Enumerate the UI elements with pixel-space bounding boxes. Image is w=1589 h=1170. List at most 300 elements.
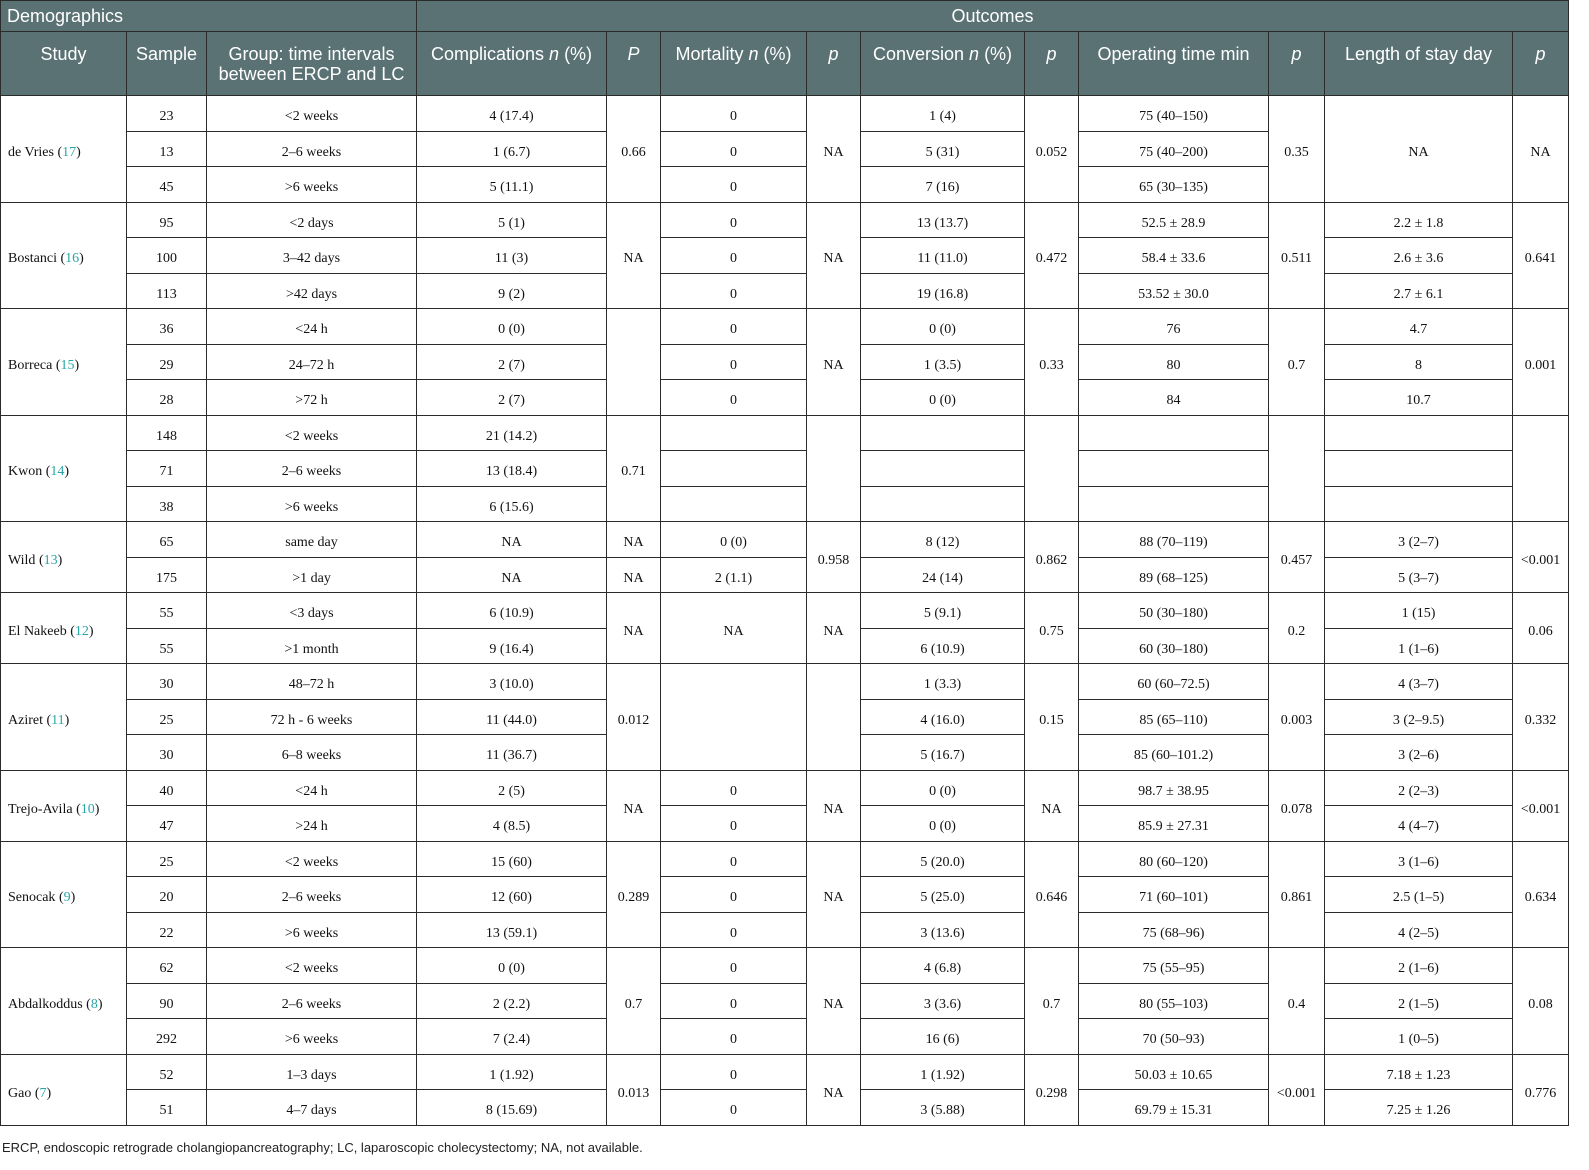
p-length-of-stay-cell: NA [1513, 96, 1569, 203]
table-row [1, 238, 1569, 274]
complications-cell: 15 (60) [417, 841, 607, 877]
sample-cell: 30 [127, 735, 207, 771]
length-of-stay-cell: 2.6 ± 3.6 [1325, 238, 1513, 274]
mortality-cell: 0 [661, 877, 807, 913]
p-length-of-stay-cell: <0.001 [1513, 770, 1569, 841]
operating-time-cell: 84 [1079, 380, 1269, 416]
conversion-cell: 1 (3.5) [861, 344, 1025, 380]
complications-cell: 7 (2.4) [417, 1019, 607, 1055]
p-complications-cell: 0.66 [607, 96, 661, 203]
col-p-conversion: p [1025, 32, 1079, 96]
conversion-cell: 4 (6.8) [861, 948, 1025, 984]
conversion-cell: 3 (3.6) [861, 983, 1025, 1019]
mortality-cell: 0 [661, 1019, 807, 1055]
group-cell: 4–7 days [207, 1090, 417, 1126]
group-cell: <2 weeks [207, 415, 417, 451]
sample-cell: 65 [127, 522, 207, 558]
col-sample: Sample [127, 32, 207, 96]
reference-link[interactable]: 11 [51, 712, 65, 728]
table-row [1, 557, 1569, 593]
demographics-band: Demographics [1, 1, 417, 32]
study-name-text: Wild [8, 553, 36, 568]
sample-cell: 38 [127, 486, 207, 522]
length-of-stay-cell: 7.25 ± 1.26 [1325, 1090, 1513, 1126]
complications-cell: 9 (2) [417, 273, 607, 309]
table-row [1, 309, 1569, 345]
conversion-cell: 1 (4) [861, 96, 1025, 132]
length-of-stay-cell: 2.7 ± 6.1 [1325, 273, 1513, 309]
study-name: Kwon (14) [1, 415, 127, 522]
complications-cell: 11 (44.0) [417, 699, 607, 735]
complications-cell: 6 (15.6) [417, 486, 607, 522]
mortality-cell: 0 [661, 983, 807, 1019]
mortality-cell: 0 [661, 380, 807, 416]
mortality-cell: 0 [661, 948, 807, 984]
p-operating-time-cell: 0.2 [1269, 593, 1325, 664]
p-complications-cell: NA [607, 770, 661, 841]
table-row [1, 841, 1569, 877]
conversion-cell: 5 (16.7) [861, 735, 1025, 771]
col-length-of-stay: Length of stay day [1325, 32, 1513, 96]
operating-time-cell: 50.03 ± 10.65 [1079, 1054, 1269, 1090]
complications-cell: 13 (59.1) [417, 912, 607, 948]
p-operating-time-cell: 0.7 [1269, 309, 1325, 416]
length-of-stay-cell: 8 [1325, 344, 1513, 380]
length-of-stay-cell [1325, 415, 1513, 451]
group-cell: >6 weeks [207, 1019, 417, 1055]
operating-time-cell: 69.79 ± 15.31 [1079, 1090, 1269, 1126]
group-cell: >1 month [207, 628, 417, 664]
conversion-cell: 5 (20.0) [861, 841, 1025, 877]
reference-link[interactable]: 16 [65, 251, 80, 267]
p-conversion-cell: 0.646 [1025, 841, 1079, 948]
mortality-cell: 0 [661, 309, 807, 345]
p-mortality-cell: NA [807, 1054, 861, 1125]
group-cell: 2–6 weeks [207, 451, 417, 487]
p-conversion-cell: 0.862 [1025, 522, 1079, 593]
p-operating-time-cell: 0.35 [1269, 96, 1325, 203]
reference-link[interactable]: 9 [63, 890, 71, 906]
group-cell: >6 weeks [207, 167, 417, 203]
study-name: Gao (7) [1, 1054, 127, 1125]
conversion-cell: 7 (16) [861, 167, 1025, 203]
reference-link[interactable]: 10 [80, 801, 95, 817]
complications-cell: 21 (14.2) [417, 415, 607, 451]
operating-time-cell: 60 (60–72.5) [1079, 664, 1269, 700]
mortality-cell [661, 664, 807, 771]
conversion-cell [861, 486, 1025, 522]
col-study: Study [1, 32, 127, 96]
study-name-text: Borreca [8, 357, 53, 373]
p-length-of-stay-cell: <0.001 [1513, 522, 1569, 593]
length-of-stay-cell: 2.5 (1–5) [1325, 877, 1513, 913]
group-cell: >42 days [207, 273, 417, 309]
sample-cell: 23 [127, 96, 207, 132]
complications-cell: 13 (18.4) [417, 451, 607, 487]
operating-time-cell: 70 (50–93) [1079, 1019, 1269, 1055]
study-name: Borreca (15) [1, 309, 127, 416]
complications-cell: 9 (16.4) [417, 628, 607, 664]
p-conversion-cell: 0.75 [1025, 593, 1079, 664]
operating-time-cell: 85 (65–110) [1079, 699, 1269, 735]
study-name-text: Abdalkoddus [8, 996, 83, 1012]
length-of-stay-cell: 2 (1–5) [1325, 983, 1513, 1019]
group-cell: <24 h [207, 770, 417, 806]
table-row [1, 451, 1569, 487]
length-of-stay-cell: 4 (4–7) [1325, 806, 1513, 842]
operating-time-cell: 89 (68–125) [1079, 557, 1269, 593]
sample-cell: 25 [127, 841, 207, 877]
sample-cell: 95 [127, 202, 207, 238]
mortality-cell: 0 [661, 202, 807, 238]
study-name: de Vries (17) [1, 96, 127, 203]
length-of-stay-cell: 2 (1–6) [1325, 948, 1513, 984]
study-name: Bostanci (16) [1, 202, 127, 309]
p-length-of-stay-cell: 0.08 [1513, 948, 1569, 1055]
length-of-stay-cell: 3 (2–9.5) [1325, 699, 1513, 735]
sample-cell: 13 [127, 131, 207, 167]
conversion-cell: 1 (1.92) [861, 1054, 1025, 1090]
col-conversion: Conversion n (%) [861, 32, 1025, 96]
conversion-cell: 4 (16.0) [861, 699, 1025, 735]
operating-time-cell: 52.5 ± 28.9 [1079, 202, 1269, 238]
group-cell: <3 days [207, 593, 417, 629]
mortality-cell [661, 451, 807, 487]
complications-cell: 2 (7) [417, 380, 607, 416]
length-of-stay-cell: 4 (3–7) [1325, 664, 1513, 700]
conversion-cell: 5 (31) [861, 131, 1025, 167]
length-of-stay-cell: 1 (0–5) [1325, 1019, 1513, 1055]
conversion-cell: 0 (0) [861, 806, 1025, 842]
table-footnote: ERCP, endoscopic retrograde cholangiopancreatography; LC, laparoscopic cholecystectomy; NA, not available. [2, 1140, 643, 1155]
table-row [1, 486, 1569, 522]
complications-cell: 0 (0) [417, 309, 607, 345]
mortality-cell: 0 [661, 238, 807, 274]
table-row [1, 664, 1569, 700]
mortality-cell: 0 [661, 131, 807, 167]
p-operating-time-cell [1269, 415, 1325, 522]
conversion-cell: 1 (3.3) [861, 664, 1025, 700]
mortality-cell: 0 (0) [661, 522, 807, 558]
p-mortality-cell: 0.958 [807, 522, 861, 593]
study-name-text: de Vries [8, 144, 54, 160]
reference-link[interactable]: 14 [50, 464, 65, 480]
complications-cell: 8 (15.69) [417, 1090, 607, 1126]
p-mortality-cell: NA [807, 202, 861, 309]
complications-cell: 6 (10.9) [417, 593, 607, 629]
mortality-cell: 0 [661, 806, 807, 842]
length-of-stay-cell [1325, 451, 1513, 487]
p-mortality-cell [807, 415, 861, 522]
operating-time-cell: 50 (30–180) [1079, 593, 1269, 629]
p-length-of-stay-cell [1513, 415, 1569, 522]
sample-cell: 292 [127, 1019, 207, 1055]
conversion-cell: 0 (0) [861, 770, 1025, 806]
complications-cell: 11 (36.7) [417, 735, 607, 771]
table-row [1, 415, 1569, 451]
study-name: Senocak (9) [1, 841, 127, 948]
p-operating-time-cell: 0.4 [1269, 948, 1325, 1055]
sample-cell: 20 [127, 877, 207, 913]
sample-cell: 30 [127, 664, 207, 700]
operating-time-cell: 80 (60–120) [1079, 841, 1269, 877]
table-row [1, 593, 1569, 629]
operating-time-cell: 80 [1079, 344, 1269, 380]
group-cell: <2 weeks [207, 96, 417, 132]
col-mortality: Mortality n (%) [661, 32, 807, 96]
table-row [1, 806, 1569, 842]
col-p-length-of-stay: p [1513, 32, 1569, 96]
p-length-of-stay-cell: 0.06 [1513, 593, 1569, 664]
table-row [1, 1090, 1569, 1126]
p-mortality-cell: NA [807, 948, 861, 1055]
complications-cell: 5 (11.1) [417, 167, 607, 203]
operating-time-cell: 75 (40–150) [1079, 96, 1269, 132]
col-p-mortality: p [807, 32, 861, 96]
table-row [1, 948, 1569, 984]
conversion-cell: 13 (13.7) [861, 202, 1025, 238]
group-cell: same day [207, 522, 417, 558]
group-cell: 2–6 weeks [207, 131, 417, 167]
length-of-stay-cell: 10.7 [1325, 380, 1513, 416]
p-conversion-cell: 0.052 [1025, 96, 1079, 203]
table-row [1, 770, 1569, 806]
length-of-stay-cell: 4.7 [1325, 309, 1513, 345]
length-of-stay-cell: 3 (1–6) [1325, 841, 1513, 877]
reference-link[interactable]: 12 [74, 624, 89, 639]
mortality-cell [661, 486, 807, 522]
group-cell: 6–8 weeks [207, 735, 417, 771]
group-cell: 1–3 days [207, 1054, 417, 1090]
p-conversion-cell: 0.15 [1025, 664, 1079, 771]
complications-cell: 0 (0) [417, 948, 607, 984]
p-mortality-cell: NA [807, 309, 861, 416]
group-cell: <2 days [207, 202, 417, 238]
group-cell: <24 h [207, 309, 417, 345]
study-name-text: Aziret [8, 712, 43, 728]
mortality-cell: 0 [661, 167, 807, 203]
operating-time-cell [1079, 486, 1269, 522]
sample-cell: 40 [127, 770, 207, 806]
mortality-cell [661, 415, 807, 451]
complications-cell: 2 (7) [417, 344, 607, 380]
sample-cell: 148 [127, 415, 207, 451]
operating-time-cell: 88 (70–119) [1079, 522, 1269, 558]
operating-time-cell: 58.4 ± 33.6 [1079, 238, 1269, 274]
table-row [1, 912, 1569, 948]
table-row [1, 877, 1569, 913]
complications-cell: 1 (6.7) [417, 131, 607, 167]
group-cell: >72 h [207, 380, 417, 416]
study-name: Aziret (11) [1, 664, 127, 771]
complications-cell: 4 (8.5) [417, 806, 607, 842]
table-row [1, 1019, 1569, 1055]
complications-cell: NA [417, 522, 607, 558]
length-of-stay-cell: 2.2 ± 1.8 [1325, 202, 1513, 238]
operating-time-cell: 75 (68–96) [1079, 912, 1269, 948]
operating-time-cell: 53.52 ± 30.0 [1079, 273, 1269, 309]
length-of-stay-cell: 3 (2–6) [1325, 735, 1513, 771]
col-group: Group: time intervals between ERCP and LC [207, 32, 417, 96]
length-of-stay-cell: 3 (2–7) [1325, 522, 1513, 558]
p-mortality-cell: NA [807, 841, 861, 948]
p-operating-time-cell: 0.861 [1269, 841, 1325, 948]
length-of-stay-cell: NA [1325, 96, 1513, 203]
mortality-cell: 0 [661, 344, 807, 380]
mortality-cell: 0 [661, 1090, 807, 1126]
sample-cell: 45 [127, 167, 207, 203]
length-of-stay-cell: 1 (15) [1325, 593, 1513, 629]
group-cell: <2 weeks [207, 948, 417, 984]
p-mortality-cell: NA [807, 96, 861, 203]
length-of-stay-cell [1325, 486, 1513, 522]
study-name-text: Senocak [8, 890, 56, 906]
reference-link[interactable]: 7 [39, 1085, 47, 1101]
reference-link[interactable]: 8 [90, 996, 98, 1012]
p-complications-cell: NA [607, 557, 661, 593]
group-cell: 72 h - 6 weeks [207, 699, 417, 735]
complications-cell: 12 (60) [417, 877, 607, 913]
sample-cell: 25 [127, 699, 207, 735]
sample-cell: 90 [127, 983, 207, 1019]
sample-cell: 71 [127, 451, 207, 487]
study-name-text: El Nakeeb [8, 624, 67, 639]
study-name: Abdalkoddus (8) [1, 948, 127, 1055]
p-mortality-cell: NA [807, 770, 861, 841]
length-of-stay-cell: 5 (3–7) [1325, 557, 1513, 593]
p-length-of-stay-cell: 0.776 [1513, 1054, 1569, 1125]
operating-time-cell [1079, 451, 1269, 487]
reference-link[interactable]: 17 [62, 144, 77, 160]
p-length-of-stay-cell: 0.634 [1513, 841, 1569, 948]
complications-cell: 2 (5) [417, 770, 607, 806]
group-cell: 24–72 h [207, 344, 417, 380]
p-conversion-cell [1025, 415, 1079, 522]
p-mortality-cell: NA [807, 593, 861, 664]
mortality-cell: 0 [661, 273, 807, 309]
complications-cell: 1 (1.92) [417, 1054, 607, 1090]
table-row [1, 96, 1569, 132]
study-name-text: Kwon [8, 464, 43, 480]
study-name-text: Trejo-Avila [8, 801, 73, 817]
sample-cell: 52 [127, 1054, 207, 1090]
p-operating-time-cell: 0.078 [1269, 770, 1325, 841]
study-name-text: Bostanci [8, 251, 57, 267]
mortality-cell: NA [661, 593, 807, 664]
reference-link[interactable]: 15 [60, 357, 75, 373]
p-complications-cell: NA [607, 202, 661, 309]
table-row [1, 1054, 1569, 1090]
p-conversion-cell: 0.472 [1025, 202, 1079, 309]
p-complications-cell: 0.012 [607, 664, 661, 771]
col-complications: Complications n (%) [417, 32, 607, 96]
conversion-cell: 3 (5.88) [861, 1090, 1025, 1126]
complications-cell: 3 (10.0) [417, 664, 607, 700]
operating-time-cell [1079, 415, 1269, 451]
col-p-complications: P [607, 32, 661, 96]
group-cell: >24 h [207, 806, 417, 842]
sample-cell: 62 [127, 948, 207, 984]
table-row [1, 380, 1569, 416]
length-of-stay-cell: 4 (2–5) [1325, 912, 1513, 948]
operating-time-cell: 65 (30–135) [1079, 167, 1269, 203]
sample-cell: 51 [127, 1090, 207, 1126]
study-name-text: Gao [8, 1085, 32, 1101]
group-cell: <2 weeks [207, 841, 417, 877]
p-complications-cell [607, 309, 661, 416]
p-operating-time-cell: 0.457 [1269, 522, 1325, 593]
sample-cell: 29 [127, 344, 207, 380]
group-cell: 3–42 days [207, 238, 417, 274]
operating-time-cell: 85.9 ± 27.31 [1079, 806, 1269, 842]
outcomes-band: Outcomes [417, 1, 1569, 32]
conversion-cell [861, 415, 1025, 451]
col-p-operating-time: p [1269, 32, 1325, 96]
conversion-cell: 6 (10.9) [861, 628, 1025, 664]
conversion-cell: 5 (9.1) [861, 593, 1025, 629]
conversion-cell: 11 (11.0) [861, 238, 1025, 274]
p-complications-cell: 0.289 [607, 841, 661, 948]
length-of-stay-cell: 1 (1–6) [1325, 628, 1513, 664]
p-conversion-cell: 0.298 [1025, 1054, 1079, 1125]
length-of-stay-cell: 2 (2–3) [1325, 770, 1513, 806]
conversion-cell: 5 (25.0) [861, 877, 1025, 913]
complications-cell: 5 (1) [417, 202, 607, 238]
complications-cell: 4 (17.4) [417, 96, 607, 132]
mortality-cell: 0 [661, 841, 807, 877]
table-row [1, 273, 1569, 309]
sample-cell: 100 [127, 238, 207, 274]
group-cell: 48–72 h [207, 664, 417, 700]
p-length-of-stay-cell: 0.641 [1513, 202, 1569, 309]
table-row [1, 202, 1569, 238]
study-name: El Nakeeb (12) [1, 593, 127, 664]
reference-link[interactable]: 13 [43, 553, 58, 568]
mortality-cell: 0 [661, 1054, 807, 1090]
table-row [1, 983, 1569, 1019]
operating-time-cell: 60 (30–180) [1079, 628, 1269, 664]
operating-time-cell: 80 (55–103) [1079, 983, 1269, 1019]
length-of-stay-cell: 7.18 ± 1.23 [1325, 1054, 1513, 1090]
study-name: Trejo-Avila (10) [1, 770, 127, 841]
operating-time-cell: 85 (60–101.2) [1079, 735, 1269, 771]
conversion-cell: 16 (6) [861, 1019, 1025, 1055]
operating-time-cell: 75 (40–200) [1079, 131, 1269, 167]
mortality-cell: 0 [661, 912, 807, 948]
study-name: Wild (13) [1, 522, 127, 593]
p-conversion-cell: 0.33 [1025, 309, 1079, 416]
p-length-of-stay-cell: 0.001 [1513, 309, 1569, 416]
group-cell: >6 weeks [207, 486, 417, 522]
operating-time-cell: 71 (60–101) [1079, 877, 1269, 913]
sample-cell: 175 [127, 557, 207, 593]
mortality-cell: 2 (1.1) [661, 557, 807, 593]
sample-cell: 55 [127, 593, 207, 629]
p-length-of-stay-cell: 0.332 [1513, 664, 1569, 771]
table-row [1, 344, 1569, 380]
table-body [1, 96, 1569, 1126]
conversion-cell: 24 (14) [861, 557, 1025, 593]
sample-cell: 47 [127, 806, 207, 842]
group-cell: >6 weeks [207, 912, 417, 948]
p-complications-cell: 0.71 [607, 415, 661, 522]
complications-cell: NA [417, 557, 607, 593]
p-conversion-cell: 0.7 [1025, 948, 1079, 1055]
table-row [1, 522, 1569, 558]
p-mortality-cell [807, 664, 861, 771]
conversion-cell: 0 (0) [861, 380, 1025, 416]
conversion-cell: 3 (13.6) [861, 912, 1025, 948]
